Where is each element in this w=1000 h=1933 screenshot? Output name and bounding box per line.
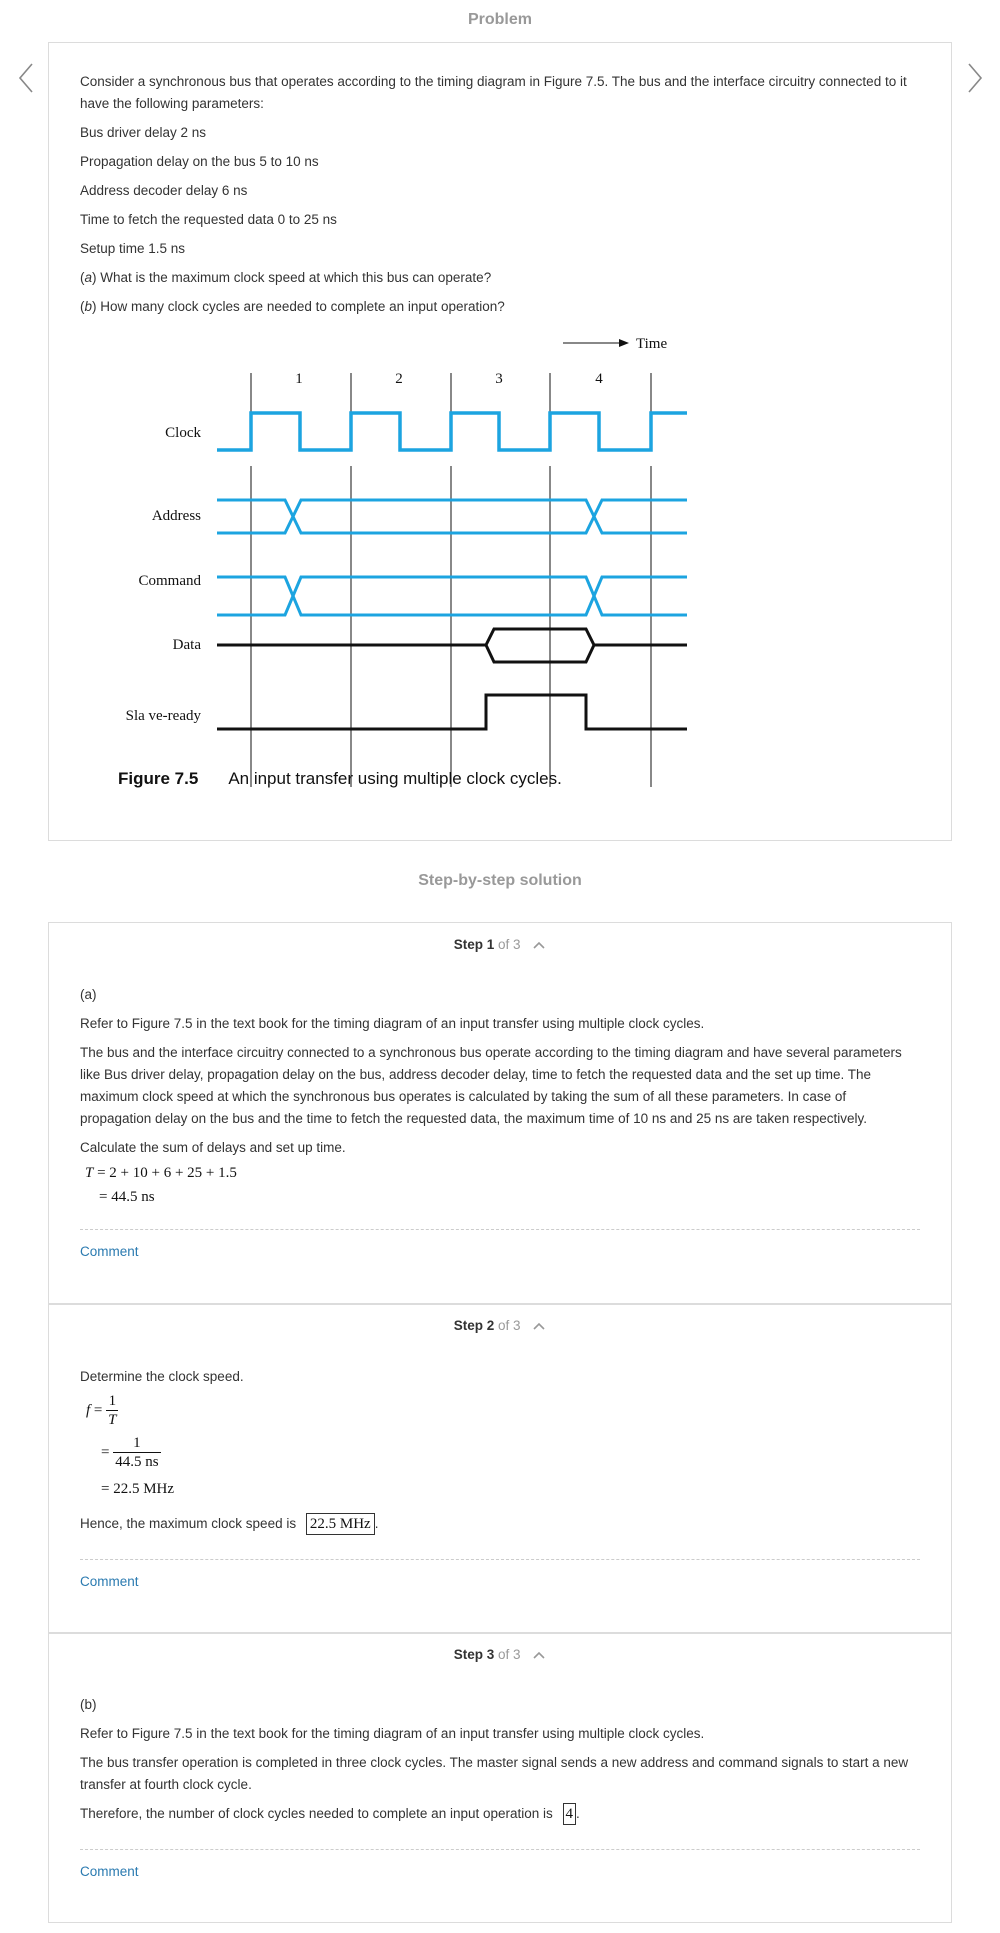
address-waveform	[217, 500, 687, 533]
step-3-conclusion-text: Therefore, the number of clock cycles needed to complete an input operation is	[80, 1806, 553, 1821]
slave-ready-waveform	[217, 695, 687, 729]
step-1-header[interactable]	[49, 937, 951, 953]
chevron-up-icon[interactable]	[532, 938, 546, 953]
var-t: T	[85, 1165, 94, 1181]
param-fetch-time: Time to fetch the requested data 0 to 25 ns	[80, 212, 337, 227]
cycle-label-2: 2	[395, 371, 403, 387]
command-waveform	[217, 577, 687, 615]
figure-number: Figure 7.5	[118, 769, 199, 788]
step-3-comment-link[interactable]: Comment	[80, 1864, 139, 1879]
step-1-separator	[80, 1229, 920, 1230]
step-1-refer: Refer to Figure 7.5 in the text book for the timing diagram of an input transfer using multiple clock cycles.	[80, 1016, 705, 1031]
signal-label-address: Address	[151, 508, 201, 524]
next-button[interactable]	[963, 60, 987, 96]
step-2-header[interactable]	[49, 1318, 951, 1334]
time-label: Time	[636, 336, 668, 352]
timing-diagram	[49, 43, 951, 840]
fraction-1-over-period: $\frac{1}{44.5 ns}$	[115, 1435, 159, 1470]
step-3-separator	[80, 1849, 920, 1850]
answer-box: 22.5 MHz	[306, 1513, 375, 1535]
chevron-up-icon[interactable]	[532, 1319, 546, 1334]
cycle-label-4: 4	[595, 371, 603, 387]
step-1-explain: The bus and the interface circuitry connected to a synchronous bus operate according to the timing diagram and have several parameters like Bus driver delay, propagation delay on the bus, address decoder delay, time to fetch the requested data and the set up time. The maximum clock speed at which the synchronous bus operates is calculated by taking the sum of all these parameters. In case of propagation delay on the bus and the time to fetch the requested data, the maximum time of 10 ns and 25 ns are taken respectively.	[80, 1045, 902, 1126]
step-3-refer: Refer to Figure 7.5 in the text book for the timing diagram of an input transfer using multiple clock cycles.	[80, 1726, 705, 1741]
chevron-right-icon	[963, 60, 987, 96]
chevron-left-icon	[14, 60, 38, 96]
signal-label-command: Command	[138, 573, 201, 589]
signal-label-slave-ready: Sla ve-ready	[125, 708, 201, 724]
clock-waveform	[217, 413, 687, 450]
step-2-conclusion-text: Hence, the maximum clock speed is	[80, 1516, 297, 1531]
param-propagation: Propagation delay on the bus 5 to 10 ns	[80, 154, 319, 169]
step-2-label: Step 2	[453, 1318, 495, 1333]
problem-card	[48, 42, 952, 841]
step-1-calc-intro: Calculate the sum of delays and set up time.	[80, 1140, 346, 1155]
step-3-part: (b)	[80, 1697, 97, 1712]
var-f: f	[86, 1402, 91, 1419]
answer-box: 4	[563, 1803, 577, 1825]
question-b-text: How many clock cycles are needed to complete an input operation?	[96, 299, 505, 314]
step-2-separator	[80, 1559, 920, 1560]
solution-heading: Step-by-step solution	[418, 872, 582, 889]
question-a-label: a	[84, 270, 93, 285]
step-1-comment-link[interactable]: Comment	[80, 1244, 139, 1259]
step-2-conclusion: Hence, the maximum clock speed is 22.5 MHz .	[80, 1513, 920, 1535]
signal-label-clock: Clock	[165, 425, 201, 441]
step-1-part: (a)	[80, 987, 97, 1002]
step-2-intro: Determine the clock speed.	[80, 1369, 244, 1384]
fraction-1-over-t: $\frac{1}{T}$	[108, 1393, 117, 1428]
step-1-label: Step 1	[453, 937, 495, 952]
step-1-equation-line-2: = 44.5 ns	[99, 1189, 155, 1205]
step-2-equation-line-2	[101, 1435, 161, 1471]
step-2-of-total: of 3	[497, 1318, 521, 1333]
param-bus-driver: Bus driver delay 2 ns	[80, 125, 207, 140]
question-b-label: b	[84, 299, 93, 314]
step-3-conclusion: Therefore, the number of clock cycles needed to complete an input operation is 4 .	[80, 1803, 920, 1825]
step-1-equation-line-1	[85, 1165, 237, 1182]
step-3-label: Step 3	[453, 1647, 495, 1662]
chevron-up-icon[interactable]	[532, 1648, 546, 1663]
step-2-equation-line-3: = 22.5 MHz	[101, 1481, 175, 1497]
cycle-label-1: 1	[295, 371, 303, 387]
solution-card	[48, 922, 952, 1923]
cycle-label-3: 3	[495, 371, 503, 387]
equals: =	[90, 1402, 103, 1419]
param-setup-time: Setup time 1.5 ns	[80, 241, 186, 256]
question-a-text: What is the maximum clock speed at which this bus can operate?	[96, 270, 492, 285]
figure-caption	[118, 769, 562, 789]
step-3-of-total: of 3	[497, 1647, 521, 1662]
figure-caption-text: An input transfer using multiple clock cycles.	[228, 769, 562, 788]
signal-label-data: Data	[172, 637, 201, 653]
step-1-eq-rhs: = 2 + 10 + 6 + 25 + 1.5	[93, 1165, 237, 1181]
time-arrow-head	[619, 339, 629, 347]
step-1-of-total: of 3	[497, 937, 521, 952]
step-divider	[49, 1632, 951, 1634]
step-2-equation-line-1	[86, 1393, 118, 1429]
step-3-header[interactable]	[49, 1647, 951, 1663]
step-divider	[49, 1303, 951, 1305]
problem-heading: Problem	[467, 11, 532, 28]
question-b: (b) How many clock cycles are needed to complete an input operation?	[80, 299, 505, 314]
data-waveform	[217, 629, 687, 662]
step-2-comment-link[interactable]: Comment	[80, 1574, 139, 1589]
equals: =	[101, 1444, 110, 1461]
previous-button[interactable]	[14, 60, 38, 96]
step-3-explain: The bus transfer operation is completed in three clock cycles. The master signal sends a new address and command signals to start a new transfer at fourth clock cycle.	[80, 1755, 909, 1792]
question-a: (a) What is the maximum clock speed at which this bus can operate?	[80, 270, 492, 285]
problem-intro: Consider a synchronous bus that operates according to the timing diagram in Figure 7.5. The bus and the interface circuitry connected to it have the following parameters:	[80, 74, 907, 111]
param-address-decoder: Address decoder delay 6 ns	[80, 183, 248, 198]
